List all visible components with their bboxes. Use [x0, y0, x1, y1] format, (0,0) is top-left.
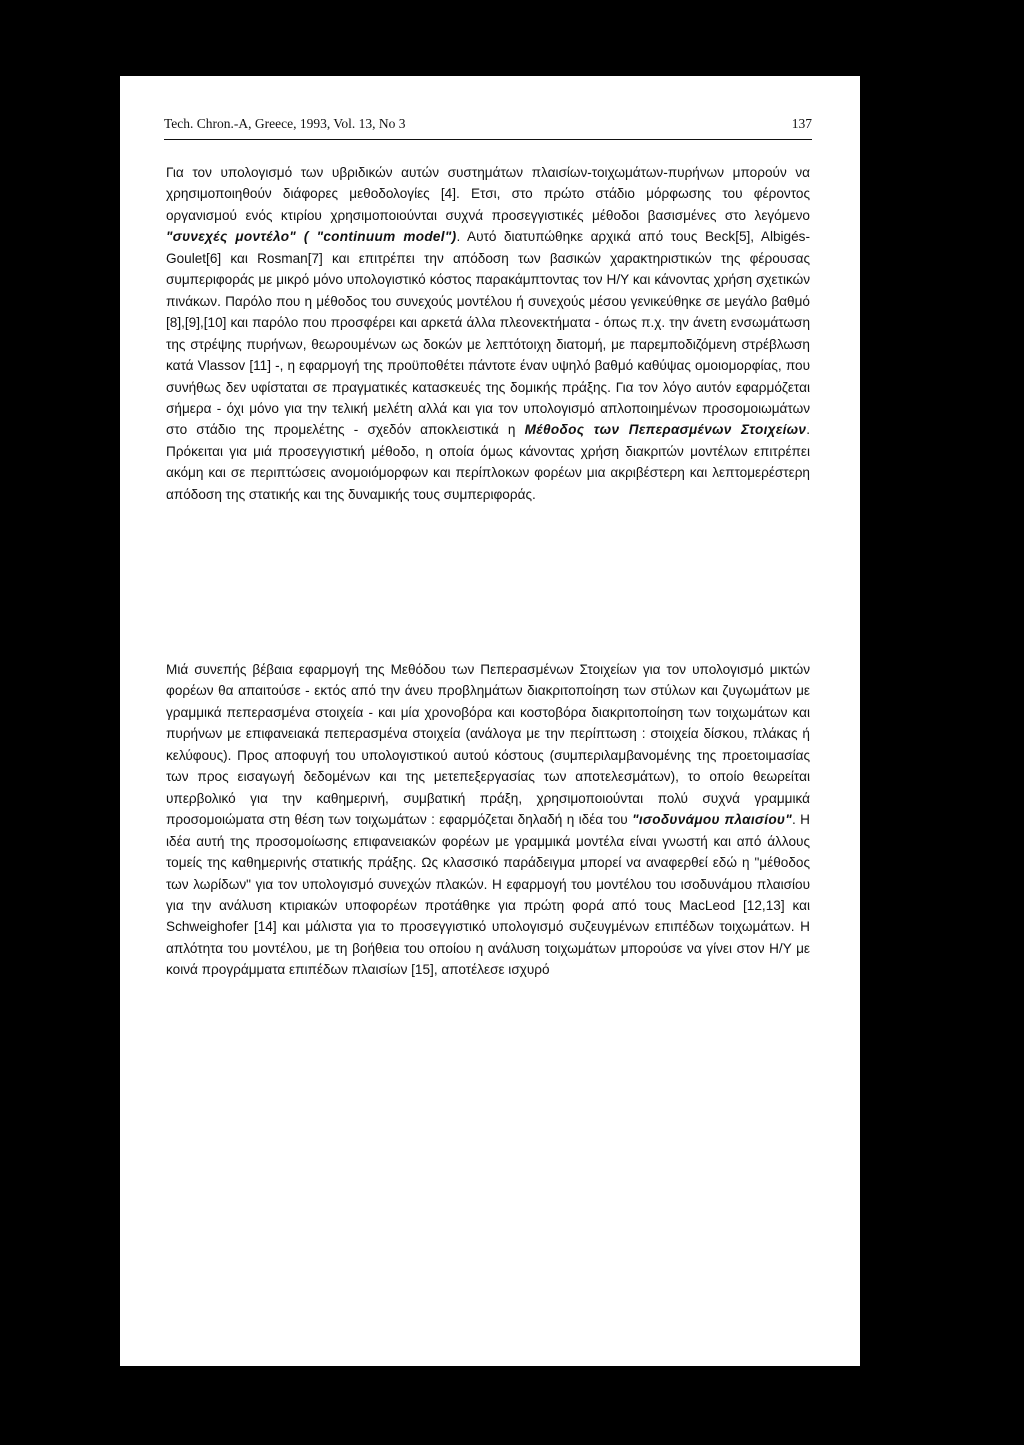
- term-finite-element-method: Μέθοδος των Πεπερασμένων Στοιχείων: [524, 422, 807, 438]
- paragraph-2: [166, 659, 810, 981]
- paragraph-1: [166, 162, 810, 505]
- paragraph-2-text-b: . Η ιδέα αυτή της προσομοίωσης επιφανειακών φορέων με γραμμικά μοντέλα είναι γνωστή και από άλλους τομείς της καθημερινής στατικής πράξης. Ως κλασσικό παράδειγμα μπορεί να αναφερθεί εδώ η "μέθοδος των λωρίδων" για τον υπολογισμό συνεχών πλακών. Η εφαρμογή του μοντέλου του ισοδυνάμου πλαισίου για την ανάλυση κτιριακών υποφορέων προτάθηκε για πρώτη φορά από τους MacLeod [12,13] και Schweighofer [14] και μάλιστα για το προσεγγιστικό υπολογισμό συζευγμένων επιπέδων τοιχωμάτων. Η απλότητα του μοντέλου, με τη βοήθεια του οποίου η ανάλυση τοιχωμάτων μπορούσε να γίνει στον Η/Υ με κοινά προγράμματα επιπέδων πλαισίων [15], αποτέλεσε ισχυρό: [166, 812, 810, 978]
- paragraph-1-text-c: . Πρόκειται για μιά προσεγγιστική μέθοδο, η οποία όμως κάνοντας χρήση διακριτών μοντέλων επιτρέπει ακόμη και σε περιπτώσεις ανομοιόμορφων και περίπλοκων φορέων μια ακριβέστερη και λεπτομερέστερη απόδοση της στατικής και της δυναμικής τους συμπεριφοράς.: [166, 422, 810, 502]
- paragraph-1-text-a: Για τον υπολογισμό των υβριδικών αυτών συστημάτων πλαισίων-τοιχωμάτων-πυρήνων μπορούν να χρησιμοποιηθούν διάφορες μεθοδολογίες [4]. Ετσι, στο πρώτο στάδιο μόρφωσης του φέροντος οργανισμού ενός κτιρίου χρησιμοποιούνται συχνά προσεγγιστικές μέθοδοι βασισμένες στο λεγόμενο: [166, 165, 810, 223]
- term-equivalent-frame: "ισοδυνάμου πλαισίου": [632, 812, 793, 828]
- header-rule: [164, 139, 812, 140]
- term-continuum-model: "συνεχές μοντέλο" ( "continuum model"): [166, 229, 457, 245]
- paragraph-2-text-a: Μιά συνεπής βέβαια εφαρμογή της Μεθόδου των Πεπερασμένων Στοιχείων για τον υπολογισμό μικτών φορέων θα απαιτούσε - εκτός από την άνευ προβλημάτων διακριτοποίηση των στύλων και ζυγωμάτων με γραμμικά πεπερασμένα στοιχεία - και μία χρονοβόρα και κοστοβόρα διακριτοποίηση των τοιχωμάτων και πυρήνων με επιφανειακά πεπερασμένα στοιχεία (ανάλογα με την περίπτωση : στοιχεία δίσκου, πλάκας ή κελύφους). Προς αποφυγή του υπολογιστικού αυτού κόστους (συμπεριλαμβανομένης της προετοιμασίας των προς εισαγωγή δεδομένων και της μετεπεξεργασίας των αποτελεσμάτων), το οποίο θεωρείται υπερβολικό για την καθημερινή, συμβατική πράξη, χρησιμοποιούνται πολύ συχνά γραμμικά προσομοιώματα στη θέση των τοιχωμάτων : εφαρμόζεται δηλαδή η ιδέα του: [166, 662, 810, 828]
- running-header: [164, 116, 812, 138]
- journal-citation: Tech. Chron.-A, Greece, 1993, Vol. 13, No 3: [164, 116, 406, 131]
- paragraph-1-text-b: . Αυτό διατυπώθηκε αρχικά από τους Beck[5], Albigés-Goulet[6] και Rosman[7] και επιτρέπει την απόδοση των βασικών χαρακτηριστικών της φέρουσας συμπεριφοράς με μικρό μόνο υπολογιστικό κόστος παρακάμπτοντας τον Η/Υ και κάνοντας χρήση σχετικών πινάκων. Παρόλο που η μέθοδος του συνεχούς μοντέλου ή συνεχούς μέσου γενικεύθηκε σε μεγάλο βαθμό [8],[9],[10] και παρόλο που προσφέρει και αρκετά άλλα πλεονεκτήματα - όπως π.χ. την άνετη ενσωμάτωση της στρέψης πυρήνων, θεωρουμένων ως δοκών με λεπτότοιχη διατομή, με παρεμποδιζόμενη στρέβλωση κατά Vlassov [11] -, η εφαρμογή της προϋποθέτει πάντοτε έναν υψηλό βαθμό καθύψας ομοιομορφίας, που συνήθως δεν υφίσταται σε πραγματικές κατασκευές της δομικής πράξης. Για τον λόγο αυτόν εφαρμόζεται σήμερα - όχι μόνο για την τελική μελέτη αλλά και για τον υπολογισμό απλοποιημένων προσομοιωμάτων στο στάδιο της προμελέτης - σχεδόν αποκλειστικά η: [166, 229, 810, 438]
- page-number: 137: [791, 116, 812, 131]
